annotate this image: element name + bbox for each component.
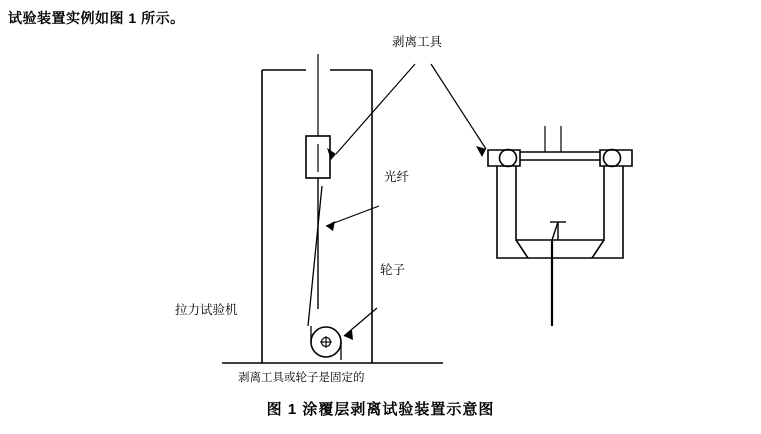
detail-taper-left (516, 240, 528, 258)
detail-roller-right (604, 150, 621, 167)
detail-roller-left (500, 150, 517, 167)
leader-stripping-tool-left (336, 64, 415, 154)
label-stripping-tool: 剥离工具 (392, 35, 443, 49)
fiber-diagonal-tail (308, 186, 322, 326)
right-detail-view (488, 126, 632, 326)
left-apparatus (222, 54, 443, 363)
label-note-fixed: 剥离工具或轮子是固定的 (238, 372, 365, 384)
label-optical-fiber: 光纤 (384, 170, 410, 184)
leader-lines (326, 64, 486, 336)
label-pulley: 轮子 (380, 263, 406, 277)
detail-needle-bend (552, 222, 558, 240)
detail-inner-chamber (516, 166, 604, 240)
label-tensile-tester: 拉力试验机 (175, 303, 238, 317)
detail-taper-right (592, 240, 604, 258)
intro-text: 试验装置实例如图 1 所示。 (8, 10, 185, 26)
arrowhead-stripping-tool-left (327, 148, 336, 160)
arrowhead-optical-fiber (326, 221, 335, 231)
figure-caption: 图 1 涂覆层剥离试验装置示意图 (266, 401, 495, 418)
apparatus-diagram (0, 26, 761, 392)
leader-stripping-tool-right (431, 64, 486, 149)
